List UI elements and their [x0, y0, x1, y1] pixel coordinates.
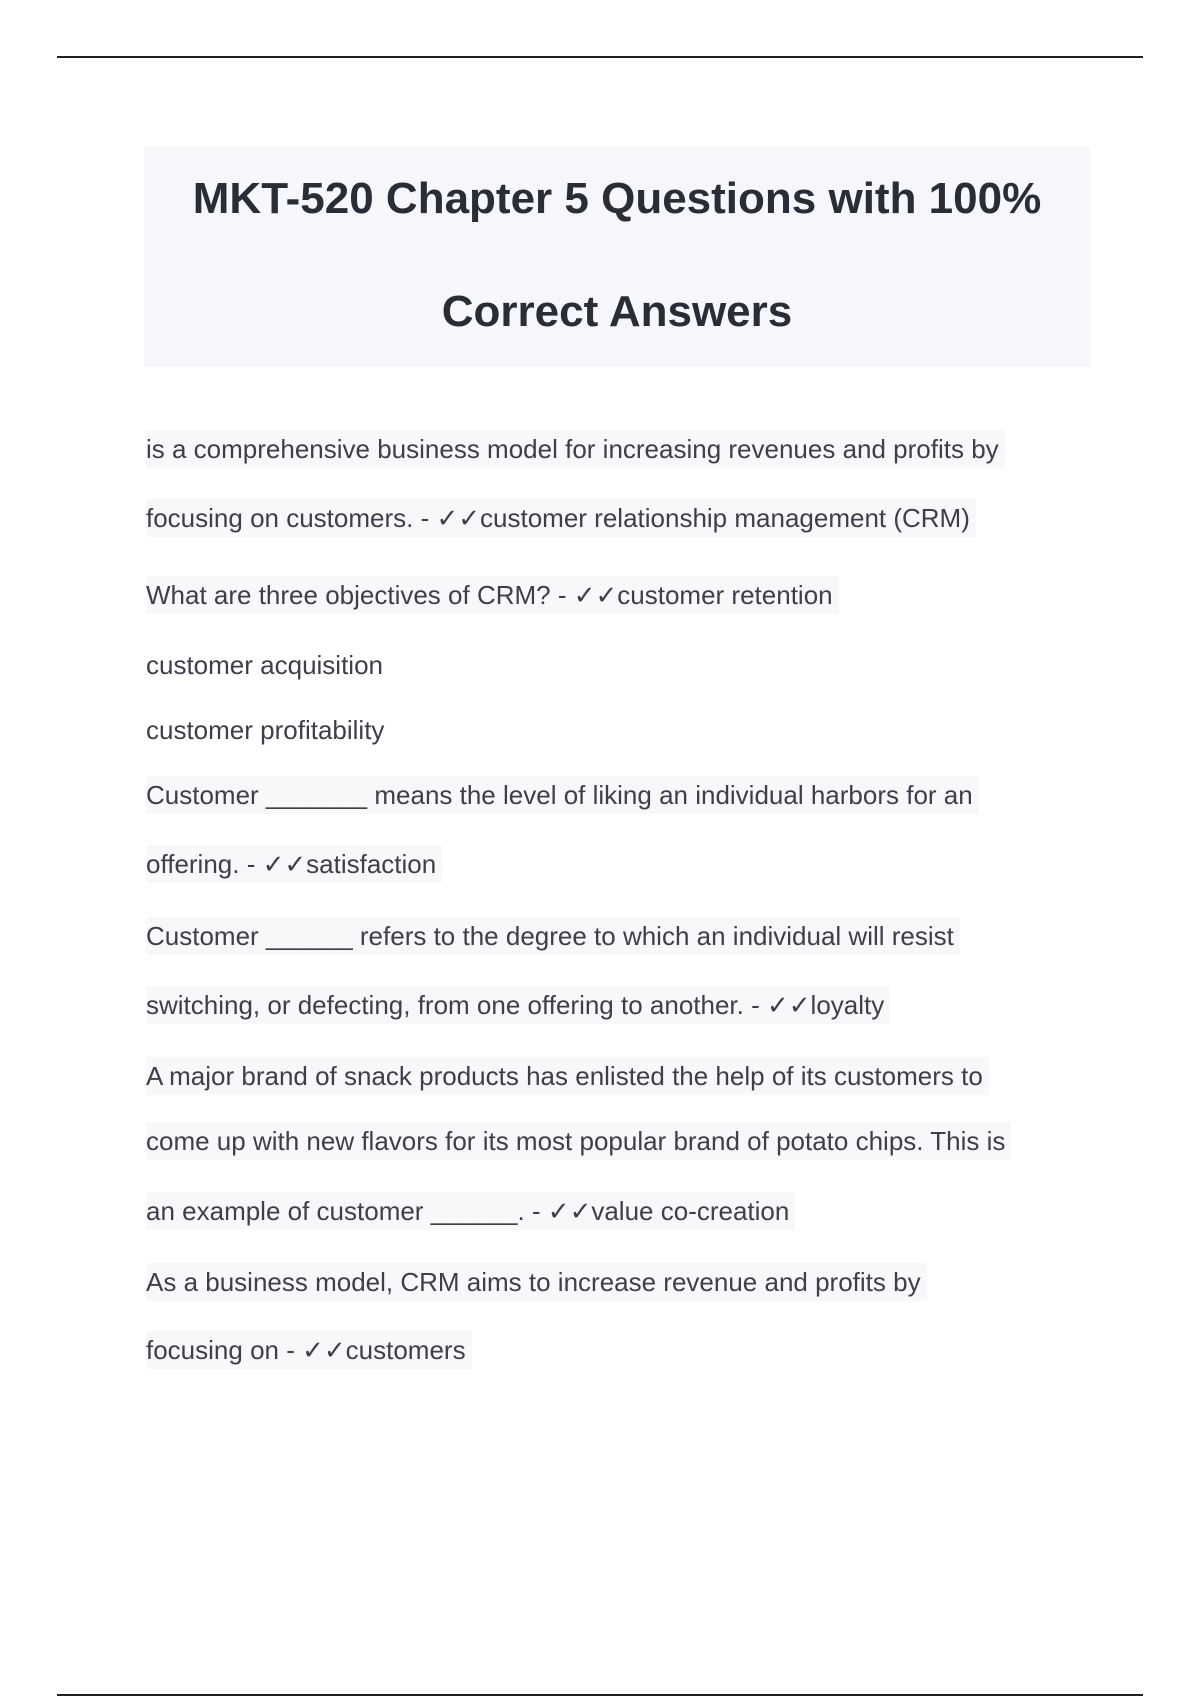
qa-line: Customer ______ refers to the degree to which an individual will resist: [146, 917, 960, 955]
qa-line: come up with new flavors for its most popular brand of potato chips. This is: [146, 1122, 1011, 1160]
qa-line: What are three objectives of CRM? - ✓✓customer retention: [146, 576, 839, 614]
qa-line: is a comprehensive business model for increasing revenues and profits by: [146, 430, 1005, 468]
qa-line: focusing on - ✓✓customers: [146, 1331, 472, 1369]
qa-line: offering. - ✓✓satisfaction: [146, 845, 442, 883]
qa-line: A major brand of snack products has enlisted the help of its customers to: [146, 1057, 989, 1095]
qa-line: customer profitability: [146, 715, 385, 745]
qa-line: customer acquisition: [146, 650, 383, 680]
top-rule: [57, 56, 1143, 58]
qa-line: As a business model, CRM aims to increase revenue and profits by: [146, 1263, 927, 1301]
qa-line: switching, or defecting, from one offering to another. - ✓✓loyalty: [146, 986, 890, 1024]
page-title-line-1: MKT-520 Chapter 5 Questions with 100%: [192, 174, 1042, 223]
bottom-rule: [57, 1694, 1143, 1696]
qa-line: an example of customer ______. - ✓✓value co-creation: [146, 1192, 795, 1230]
qa-line: Customer _______ means the level of liking an individual harbors for an: [146, 776, 979, 814]
qa-line: focusing on customers. - ✓✓customer relationship management (CRM): [146, 499, 976, 537]
title-block: [144, 147, 1090, 367]
page-title-line-2: Correct Answers: [441, 287, 793, 336]
